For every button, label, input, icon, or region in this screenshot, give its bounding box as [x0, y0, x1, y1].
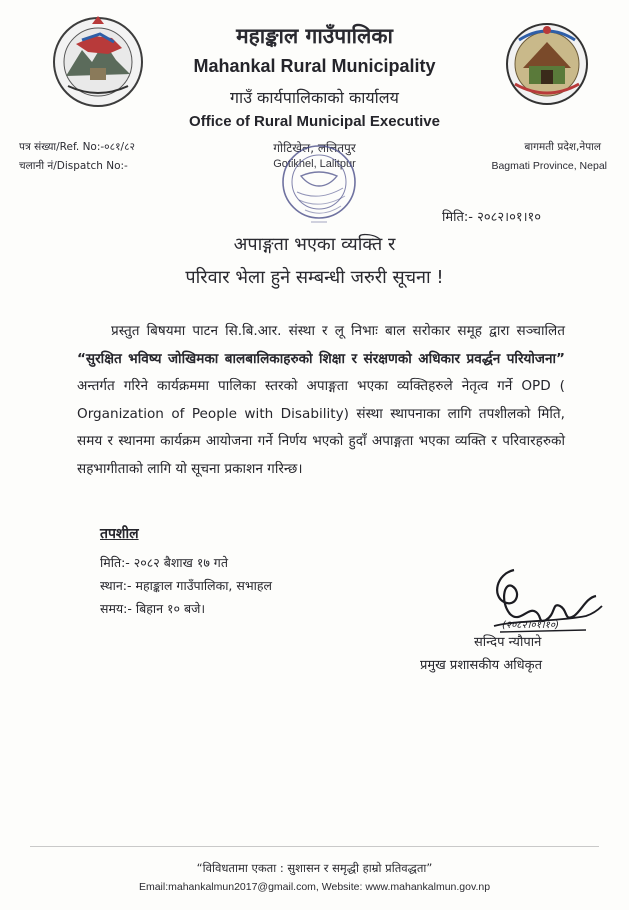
issue-date: मिति:- २०८२।०१।१०	[442, 210, 542, 225]
subject-line-2: परिवार भेला हुने सम्बन्धी जरुरी सूचना !	[185, 267, 444, 288]
organization-name-english: Mahankal Rural Municipality	[193, 56, 436, 76]
event-details	[100, 524, 272, 620]
body-text-intro: प्रस्तुत बिषयमा पाटन सि.बि.आर. संस्था र लू निभाः बाल सरोकार समूह द्वारा सञ्चालित	[111, 323, 565, 339]
official-stamp	[271, 142, 371, 232]
organization-name-nepali: महाङ्काल गाउँपालिका	[236, 24, 393, 48]
event-time: समय:- बिहान १० बजे।	[100, 601, 206, 616]
signatory-name: सन्दिप न्यौपाने	[474, 635, 542, 650]
footer-contact: Email:mahankalmun2017@gmail.com, Website: www.mahankalmun.gov.np	[138, 881, 491, 893]
event-place: स्थान:- महाङ्काल गाउँपालिका, सभाहल	[100, 578, 272, 593]
reference-number: पत्र संख्या/Ref. No:-०८१/८२	[19, 141, 136, 153]
details-heading: तपशील	[100, 526, 139, 542]
notice-body	[77, 318, 565, 483]
body-paragraph	[77, 318, 565, 483]
office-name-english: Office of Rural Municipal Executive	[189, 113, 440, 130]
svg-text:(२०८२।०१।१०): (२०८२।०१।१०)	[502, 620, 559, 631]
subject-line-1: अपाङ्गता भएका व्यक्ति र	[233, 234, 396, 255]
office-name-nepali: गाउँ कार्यपालिकाको कार्यालय	[230, 88, 399, 107]
dispatch-number: चलानी नं/Dispatch No:-	[19, 160, 128, 172]
body-text-main: अन्तर्गत गरिने कार्यक्रममा पालिका स्तरको अपाङ्गता भएका व्यक्तिहरुले नेतृत्व गर्ने OPD ( Organization of People with Disability) संस्था स्थापनाका लागि तपशीलको मिति, समय र स्थानमा कार्यक्रम आयोजना गर्ने निर्णय भएको हुदाँ अपाङ्गता भएका व्यक्ति र परिवारहरुको सहभागीताको लागि यो सूचना प्रकाशन गरिन्छ।	[77, 378, 565, 477]
footer-divider	[30, 846, 599, 847]
event-date: मिति:- २०८२ बैशाख १७ गते	[100, 555, 228, 570]
footer-motto: “विविधतामा एकता : सुशासन र समृद्धी हाम्रो प्रतिवद्धता”	[196, 861, 433, 875]
address-nepali: गोटिखेल, ललितपुर	[273, 141, 356, 155]
signatory-title: प्रमुख प्रशासकीय अधिकृत	[420, 658, 543, 673]
project-name: “सुरक्षित भविष्य जोखिमका बालबालिकाहरुको शिक्षा र संरक्षणको अधिकार प्रवर्द्धन परियोजना”	[77, 350, 565, 367]
province-nepali: बागमती प्रदेश,नेपाल	[524, 141, 601, 153]
province-english: Bagmati Province, Nepal	[491, 160, 607, 172]
address-english: Gotikhel, Lalitpur	[273, 158, 356, 170]
